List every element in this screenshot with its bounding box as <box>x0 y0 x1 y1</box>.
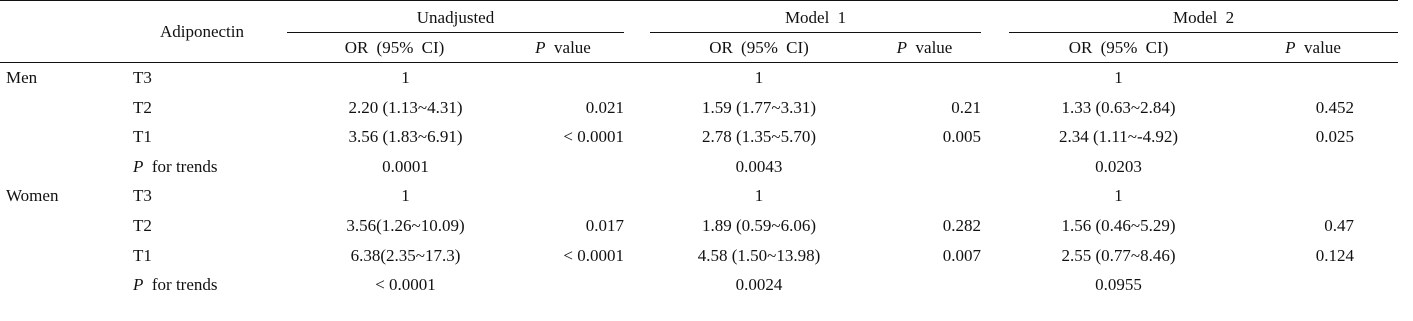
header-row-groups <box>0 1 1398 33</box>
p-cell: 0.282 <box>942 215 982 235</box>
table-row-trend <box>0 270 1398 300</box>
or-cell: 4.58 (1.50~13.98) <box>697 245 821 265</box>
or-cell: 1 <box>1114 186 1123 206</box>
model2-header: Model 2 <box>1009 1 1398 33</box>
or-cell: 3.56(1.26~10.09) <box>346 215 465 235</box>
unadjusted-header: Unadjusted <box>287 1 624 33</box>
table-row <box>0 241 1398 271</box>
section-label-women: Women <box>6 186 59 206</box>
or-ci-header: OR (95% CI) <box>650 33 868 63</box>
trend-value: 0.0043 <box>735 156 783 176</box>
p-value-header: P value <box>502 33 624 63</box>
tertile-label: T3 <box>133 186 152 206</box>
trend-value: 0.0203 <box>1095 156 1142 176</box>
trend-label: P for trends <box>133 275 218 295</box>
p-cell: 0.452 <box>1315 97 1355 117</box>
or-cell: 1 <box>754 186 764 206</box>
or-cell: 2.20 (1.13~4.31) <box>348 97 463 117</box>
model1-header: Model 1 <box>650 1 981 33</box>
p-cell: 0.025 <box>1315 127 1355 147</box>
or-cell: 1.89 (0.59~6.06) <box>701 215 817 235</box>
or-cell: 1.33 (0.63~2.84) <box>1061 97 1176 117</box>
p-cell: 0.005 <box>942 127 982 147</box>
p-value-header: P value <box>868 33 981 63</box>
trend-value: 0.0001 <box>382 156 429 176</box>
p-cell <box>1228 181 1398 211</box>
p-cell: 0.21 <box>951 97 982 117</box>
p-cell <box>1228 63 1398 93</box>
p-cell <box>868 63 981 93</box>
trend-value: < 0.0001 <box>375 275 436 295</box>
or-cell: 1 <box>1114 68 1123 87</box>
trend-label: P for trends <box>133 156 218 176</box>
tertile-label: T2 <box>133 215 152 235</box>
p-value-header: P value <box>1228 33 1398 63</box>
p-cell: 0.124 <box>1315 245 1355 265</box>
p-cell: 0.007 <box>942 245 982 265</box>
or-cell: 1 <box>401 68 410 87</box>
p-cell: 0.47 <box>1324 215 1355 235</box>
or-cell: 2.55 (0.77~8.46) <box>1061 245 1176 265</box>
table-row <box>0 93 1398 123</box>
section-label-men: Men <box>6 68 38 87</box>
table-row <box>0 211 1398 241</box>
table-row <box>0 181 1398 211</box>
p-cell <box>502 181 624 211</box>
tertile-label: T2 <box>133 97 152 117</box>
or-ci-header: OR (95% CI) <box>287 33 502 63</box>
or-cell: 1 <box>401 186 410 206</box>
adiponectin-header: Adiponectin <box>117 1 287 63</box>
tertile-label: T1 <box>133 127 152 147</box>
table-row <box>0 122 1398 152</box>
table-row <box>0 63 1398 93</box>
or-cell: 1.59 (1.77~3.31) <box>701 97 817 117</box>
p-cell: < 0.0001 <box>563 245 624 265</box>
trend-value: 0.0024 <box>735 275 783 295</box>
trend-value: 0.0955 <box>1095 275 1142 295</box>
or-cell: 6.38(2.35~17.3) <box>350 245 461 265</box>
or-cell: 2.34 (1.11~-4.92) <box>1058 127 1179 147</box>
p-cell <box>868 181 981 211</box>
or-ci-header: OR (95% CI) <box>1009 33 1228 63</box>
p-cell: 0.017 <box>585 215 624 235</box>
or-cell: 3.56 (1.83~6.91) <box>348 127 463 147</box>
or-cell: 1 <box>754 68 764 87</box>
p-cell: 0.021 <box>585 97 624 117</box>
p-cell <box>502 63 624 93</box>
tertile-label: T3 <box>133 68 152 87</box>
table-row-trend <box>0 152 1398 182</box>
tertile-label: T1 <box>133 245 152 265</box>
p-cell: < 0.0001 <box>563 127 624 147</box>
or-cell: 2.78 (1.35~5.70) <box>701 127 817 147</box>
or-cell: 1.56 (0.46~5.29) <box>1061 215 1176 235</box>
